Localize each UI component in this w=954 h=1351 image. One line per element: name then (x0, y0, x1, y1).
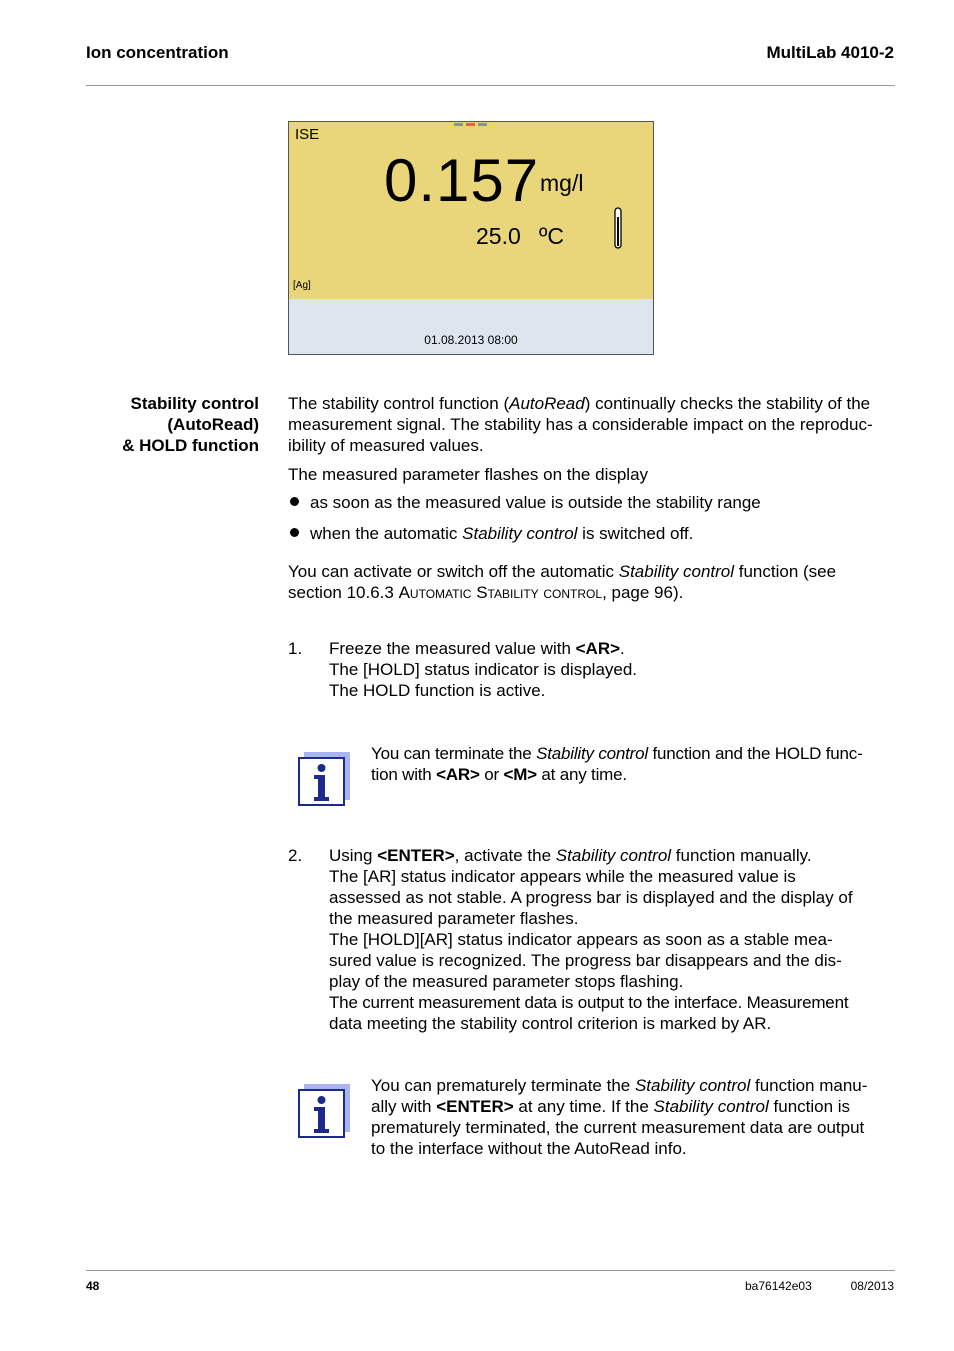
header-rule (86, 85, 895, 86)
step-1-text: Freeze the measured value with <AR>. The [HOLD] status indicator is displayed. The HOLD function is active. (329, 639, 638, 700)
bullet-icon (290, 497, 299, 506)
activation-paragraph: You can activate or switch off the automatic Stability control function (see section 10.6.3 Automatic Stability control, page 96). (288, 562, 837, 602)
status-dot (466, 123, 475, 126)
note-1-text: You can terminate the Stability control function and the HOLD func- tion with <AR> or <M> at any time. (371, 744, 863, 784)
display-value: 0.157 (384, 147, 540, 214)
step-number: 2. (288, 846, 303, 865)
intro-paragraph: The stability control function (AutoRead) continually checks the stability of the measurement signal. The stability has a considerable impact on the reproduc- ibility of measured values. (288, 394, 873, 455)
document-number: ba76142e03 (745, 1279, 812, 1293)
side-heading (90, 393, 259, 456)
step-2-text: Using <ENTER>, activate the Stability control function manually. The [AR] status indicator appears while the measured value is assessed as not stable. A progress bar is displayed and the display of the measured parameter flashes. The [HOLD][AR] status indicator appears as soon as a stable mea- sured value is recognized. The progress bar disappears and the dis- play of the measured parameter stops flashing. The current measurement data is output to the interface. Measurement data meeting the stability control criterion is marked by AR. (329, 846, 853, 1033)
bullet-item: when the automatic Stability control is switched off. (310, 524, 694, 543)
info-icon (298, 1084, 350, 1138)
bullet-item: as soon as the measured value is outside the stability range (310, 493, 761, 512)
status-dot (478, 123, 487, 126)
info-icon (298, 752, 350, 806)
running-header-title: Ion concentration (86, 43, 229, 62)
side-heading-line: & HOLD function (122, 436, 259, 455)
display-datetime: 01.08.2013 08:00 (424, 333, 518, 347)
page-number: 48 (86, 1279, 100, 1293)
footer-rule (86, 1270, 895, 1271)
flash-paragraph: The measured parameter flashes on the display (288, 465, 649, 484)
meter-display (288, 121, 654, 355)
key-enter: <ENTER> (377, 846, 455, 865)
key-ar: <AR> (575, 639, 621, 658)
document-date: 08/2013 (850, 1279, 894, 1293)
display-status-bar (289, 299, 653, 354)
section-reference: Automatic Stability control (398, 583, 603, 602)
running-header-product: MultiLab 4010-2 (766, 43, 894, 62)
step-number: 1. (288, 639, 303, 658)
display-temperature: 25.0 (476, 223, 521, 249)
display-unit: mg/l (540, 170, 584, 196)
bullet-icon (290, 528, 299, 537)
display-ion: [Ag] (293, 280, 311, 291)
display-mode: ISE (295, 126, 320, 143)
note-2-text: You can prematurely terminate the Stability control function manu- ally with <ENTER> at any time. If the Stability control function is prematurely terminated, the current measurement data are output to the interface without the AutoRead info. (371, 1076, 868, 1158)
side-heading-line: (AutoRead) (167, 415, 259, 434)
status-dot (454, 123, 463, 126)
display-temp-unit: ºC (539, 223, 565, 249)
thermometer-icon (612, 207, 624, 249)
side-heading-line: Stability control (130, 394, 259, 413)
